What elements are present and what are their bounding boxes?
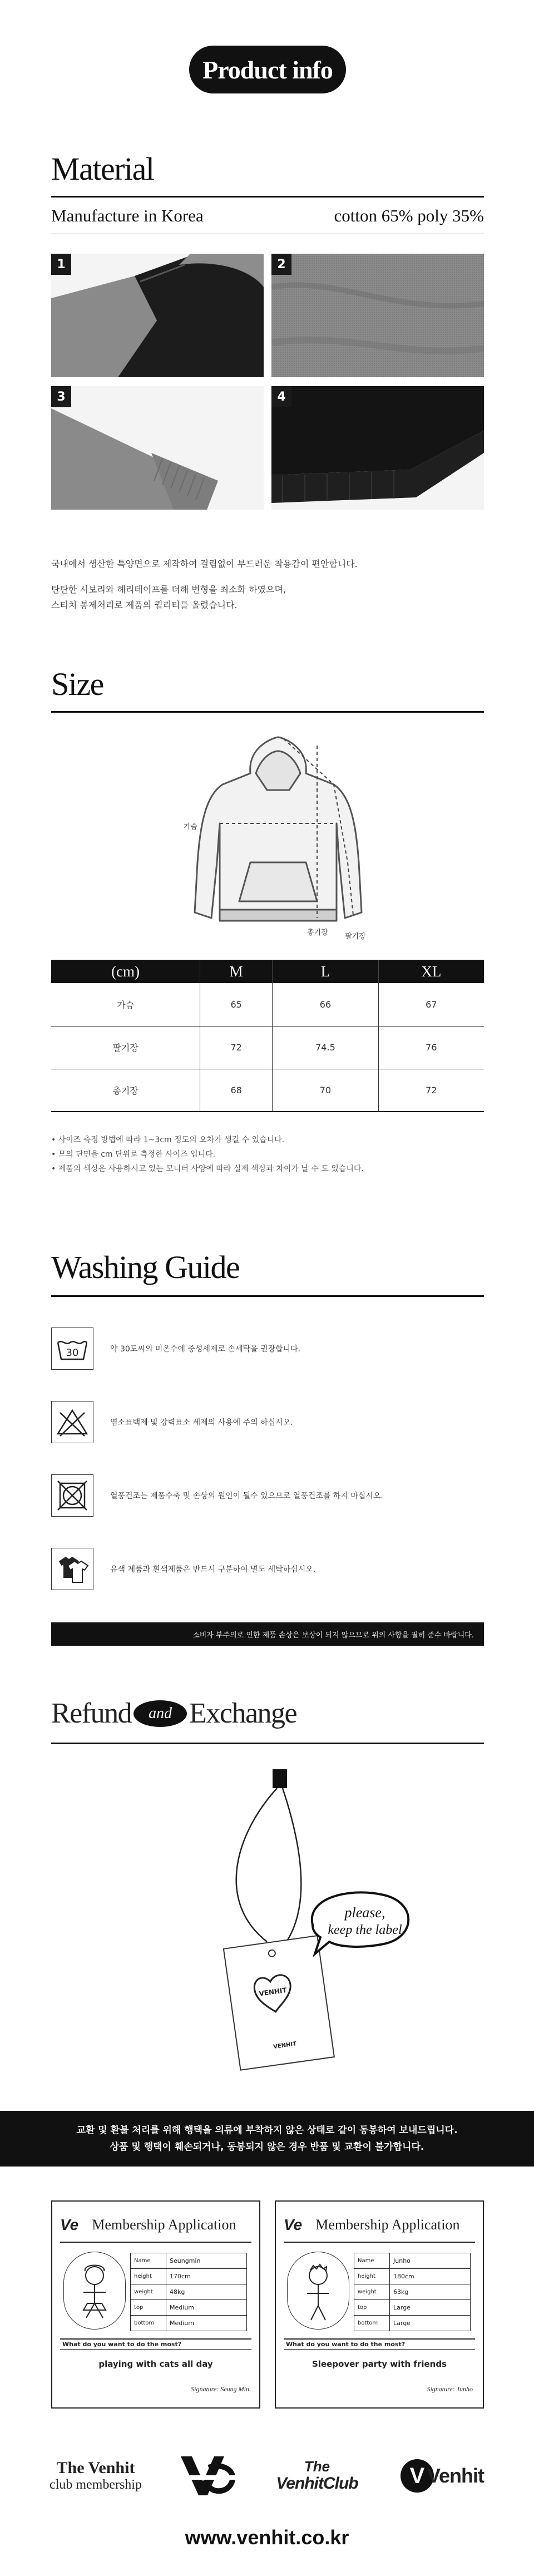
bubble-line-2: keep the label: [328, 1923, 402, 1937]
wash-instruction-text: 열풍건조는 제품수축 및 손상의 원인이 될수 있으므로 열풍건조를 하지 마십시오.: [110, 1492, 383, 1501]
photo-number-badge: 3: [51, 386, 71, 407]
bubble-line-1: please,: [344, 1904, 385, 1921]
venhit-club-membership-logo: The Venhit club membership: [50, 2459, 142, 2492]
wash-instruction-text: 염소표백제 및 강력표소 세제의 사용에 주의 하십시오.: [110, 1418, 293, 1427]
header-title: Product info: [202, 55, 333, 84]
material-description-2: 탄탄한 시보리와 헤리테이프를 더해 변형을 최소화 하였으며,: [51, 584, 286, 595]
fabric-photo-1: [51, 254, 264, 377]
card-question: What do you want to do the most?: [284, 2338, 475, 2350]
card-question: What do you want to do the most?: [60, 2338, 251, 2350]
card-logo: Ve: [284, 2216, 303, 2233]
membership-card-2: [275, 2200, 484, 2409]
card-signature: Signature: Junho: [427, 2385, 473, 2393]
table-cell: 76: [378, 1026, 484, 1069]
wash-instruction-2: [51, 1395, 484, 1449]
table-row: [51, 1069, 484, 1112]
website-link[interactable]: www.venhit.co.kr: [185, 2526, 349, 2549]
washing-warning-banner: [51, 1622, 484, 1646]
table-cell: 66: [273, 983, 378, 1026]
hang-tag-illustration: [184, 1758, 417, 2092]
photo-number-badge: 2: [271, 254, 291, 275]
boy-doodle-icon: [287, 2252, 349, 2330]
card-logo: Ve: [60, 2216, 79, 2233]
table-row: weight 63kg: [354, 2284, 471, 2300]
unit-header: (cm): [51, 960, 200, 983]
fabric-photo-2: [271, 254, 484, 377]
table-cell: 74.5: [273, 1026, 378, 1069]
size-title: Size: [51, 666, 103, 702]
note-item: • 사이즈 측정 방법에 따라 1~3cm 정도의 오차가 생길 수 있습니다.: [51, 1136, 285, 1144]
sleeve-label: 팔기장: [345, 932, 366, 941]
card-header: [60, 2208, 251, 2243]
table-row: [51, 1026, 484, 1069]
table-row: bottom Large: [354, 2316, 471, 2331]
refund-title-right: Exchange: [189, 1697, 297, 1729]
wash-instruction-1: [51, 1322, 484, 1375]
card-info-table: [354, 2253, 471, 2331]
material-title: Material: [51, 151, 154, 187]
washing-warning-text: 소비자 부주의로 인한 제품 손상은 보상이 되지 않으므로 위의 사항을 필히 준수 바랍니다.: [192, 1631, 474, 1640]
product-info-header: [189, 46, 346, 93]
note-item: • 제품의 색상은 사용하시고 있는 모니터 사양에 따라 실제 색상과 차이가 날 수 도 있습니다.: [51, 1164, 364, 1173]
no-tumble-dry-icon: [51, 1474, 93, 1517]
table-row: top Medium: [131, 2300, 247, 2316]
note-item: • 모의 단면을 cm 단위로 측정한 사이즈 입니다.: [51, 1150, 216, 1159]
wash-instruction-text: 약 30도씨의 미온수에 중성세제로 손세탁을 권장합니다.: [110, 1345, 301, 1354]
size-divider: [51, 711, 484, 713]
material-divider: [51, 196, 484, 198]
table-cell: 68: [200, 1069, 273, 1112]
fabric-photo-4: [271, 386, 484, 510]
separate-wash-icon: [51, 1548, 93, 1590]
table-cell: 72: [378, 1069, 484, 1112]
table-cell: 65: [200, 983, 273, 1026]
size-notes: [51, 1133, 364, 1176]
wash-instruction-3: [51, 1469, 484, 1522]
no-bleach-icon: [51, 1401, 93, 1443]
card-answer: playing with cats all day: [98, 2359, 213, 2369]
table-row: weight 48kg: [131, 2284, 247, 2300]
washing-divider: [51, 1295, 484, 1297]
size-xl-header: XL: [378, 960, 484, 983]
girl-doodle-icon: [63, 2252, 126, 2330]
the-venhit-club-logo: The VenhitClub: [276, 2458, 358, 2493]
card-info-table: [130, 2253, 247, 2331]
refund-divider: [51, 1743, 484, 1744]
table-row: Name Junho: [354, 2253, 471, 2269]
table-row: [51, 983, 484, 1026]
card-title: Membership Application: [315, 2217, 460, 2233]
washing-title: Washing Guide: [51, 1249, 240, 1285]
table-row: top Large: [354, 2300, 471, 2316]
card-answer: Sleepover party with friends: [312, 2359, 447, 2369]
wash-instruction-text: 유색 제품과 흰색제품은 반드시 구분하여 별도 세탁하십시오.: [110, 1565, 316, 1574]
refund-notice-banner: [0, 2111, 534, 2167]
table-row: height 170cm: [131, 2269, 247, 2284]
membership-card-1: [51, 2200, 260, 2409]
table-row: height 180cm: [354, 2269, 471, 2284]
origin-text: Manufacture in Korea: [51, 206, 204, 225]
venhit-monogram-logo: [172, 2448, 245, 2504]
size-m-header: M: [200, 960, 273, 983]
length-label: 총기장: [307, 929, 328, 937]
photo-number-badge: 1: [51, 254, 71, 275]
card-header: [284, 2208, 475, 2243]
size-table-header: [51, 960, 484, 983]
card-title: Membership Application: [92, 2217, 236, 2233]
card-signature: Signature: Seung Min: [191, 2385, 249, 2393]
venhit-wordmark-logo: V Venhit: [389, 2448, 495, 2504]
row-label: 팔기장: [51, 1026, 200, 1069]
fabric-photo-3: [51, 386, 264, 510]
refund-notice-line-1: 교환 및 환불 처리를 위해 행택을 의류에 부착하지 않은 상태로 같이 동봉하여 보내드립니다.: [76, 2125, 458, 2136]
table-row: Name Seungmin: [131, 2253, 247, 2269]
svg-text:30: 30: [66, 1347, 79, 1359]
size-table: [51, 960, 484, 1112]
refund-notice-line-2: 상품 및 행택이 훼손되거나, 동봉되지 않은 경우 반품 및 교환이 불가합니다.: [110, 2141, 424, 2153]
row-label: 가슴: [51, 983, 200, 1026]
refund-title: [51, 1697, 296, 1730]
tag-text: VENHIT: [273, 2041, 297, 2051]
size-l-header: L: [273, 960, 378, 983]
material-description-3: 스티치 봉제처리로 제품의 퀄리티를 올렸습니다.: [51, 600, 238, 610]
chest-label: 가슴: [184, 823, 198, 831]
photo-number-badge: 4: [271, 386, 291, 407]
refund-title-and: and: [134, 1700, 187, 1727]
wash-30-icon: [51, 1328, 93, 1370]
material-description-1: 국내에서 생산한 특양면으로 제작하여 걸림없이 부드러운 착용감이 편안합니다.: [51, 559, 358, 569]
table-cell: 67: [378, 983, 484, 1026]
refund-title-left: Refund: [51, 1697, 132, 1729]
tag-logo: VENHIT: [258, 1986, 288, 1998]
wash-instruction-4: [51, 1542, 484, 1596]
composition-text: cotton 65% poly 35%: [334, 206, 484, 225]
table-cell: 72: [200, 1026, 273, 1069]
row-label: 총기장: [51, 1069, 200, 1112]
table-row: bottom Medium: [131, 2316, 247, 2331]
table-cell: 70: [273, 1069, 378, 1112]
venhit-v-mark: V: [400, 2459, 434, 2493]
hoodie-size-diagram: [178, 734, 378, 935]
